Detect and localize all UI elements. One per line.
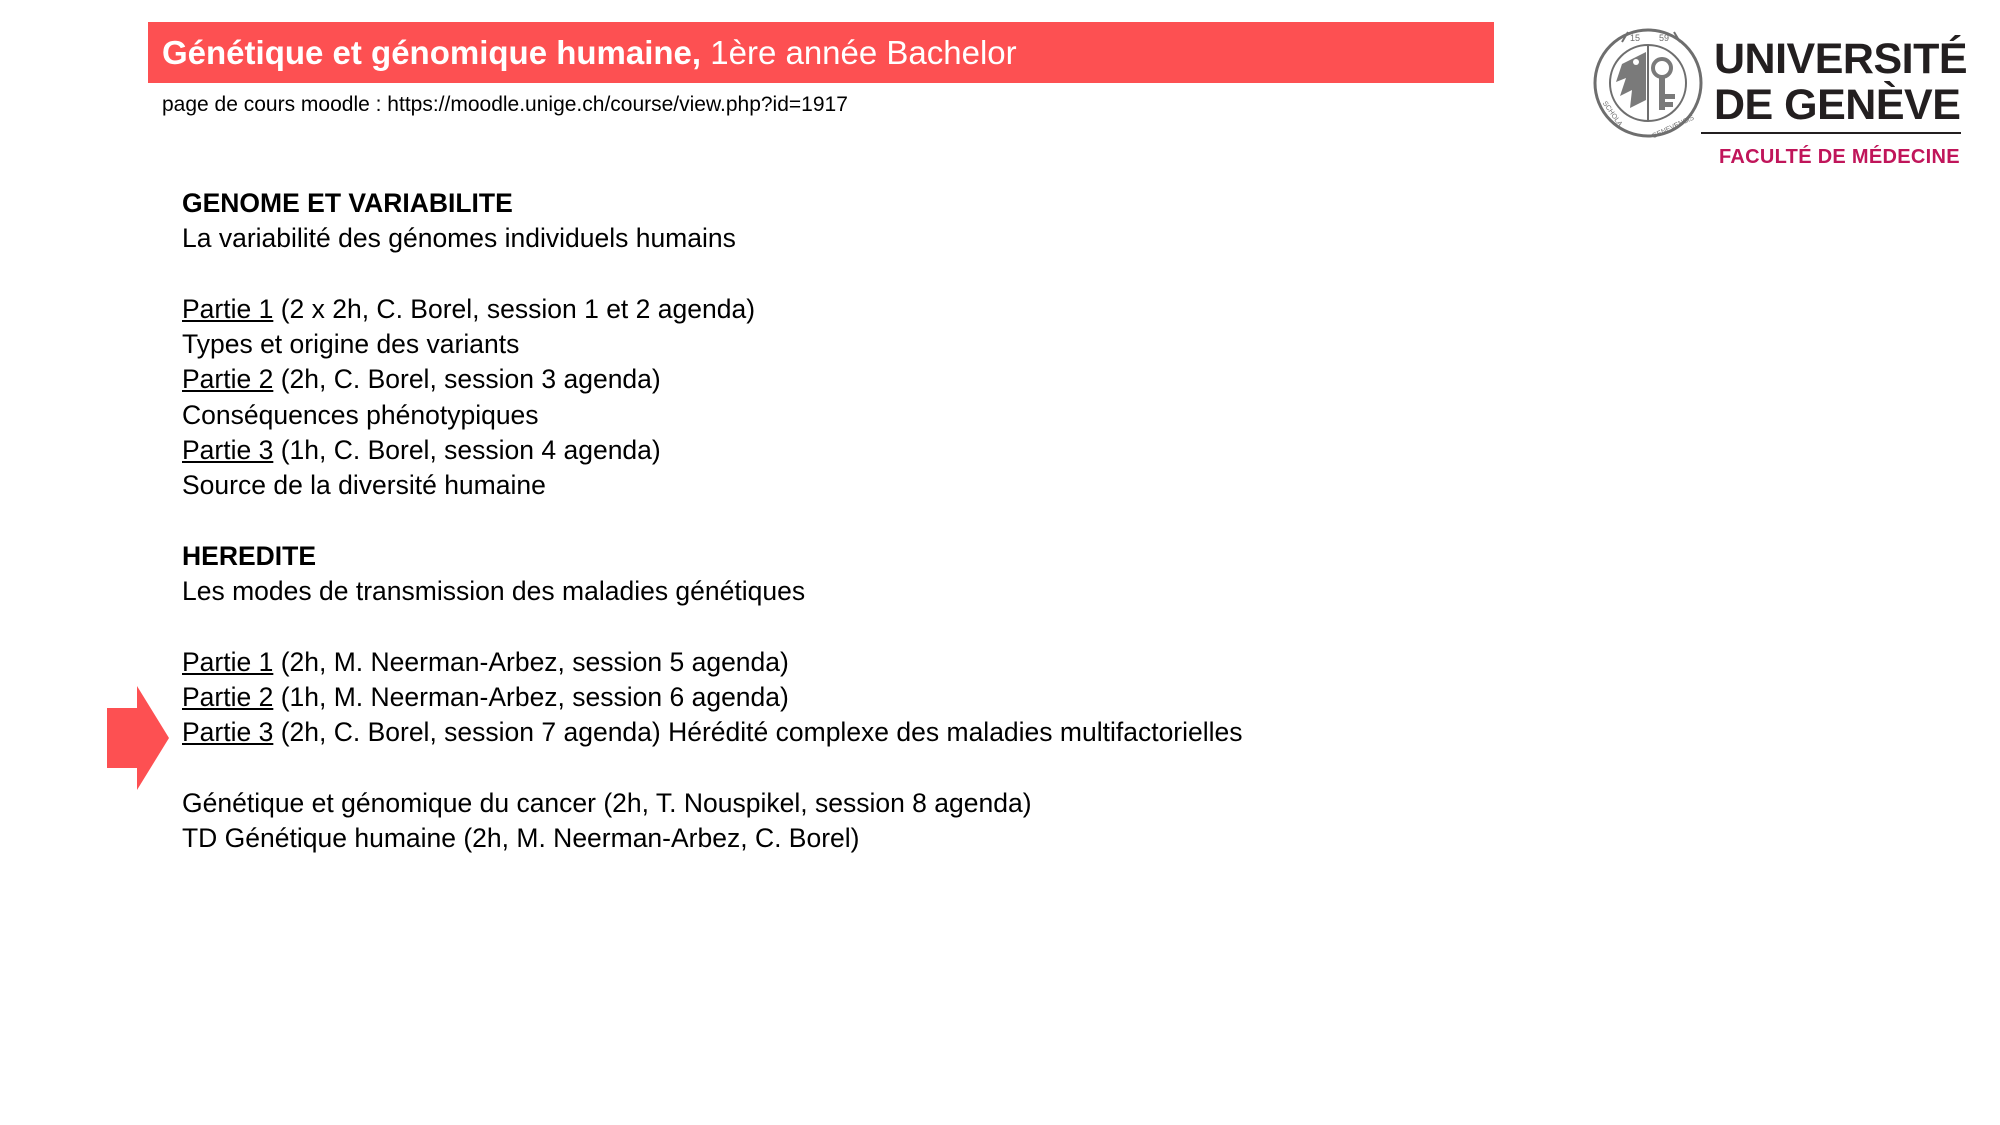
current-item-arrow-icon [107, 686, 169, 790]
part-line [182, 433, 1582, 468]
university-seal-icon [1592, 24, 1704, 142]
part-details: (2h, C. Borel, session 7 agenda) Hérédité complexe des maladies multifactorielles [273, 717, 1243, 748]
part-details: (2 x 2h, C. Borel, session 1 et 2 agenda) [273, 293, 756, 324]
spacer [182, 257, 1582, 292]
university-name-line1: UNIVERSITÉ [1714, 35, 1968, 83]
cancer-course-line: Génétique et génomique du cancer (2h, T. Nouspikel, session 8 agenda) [182, 788, 1032, 819]
part-line-current [182, 715, 1582, 750]
title-bar [148, 22, 1494, 83]
title-subtitle: 1ère année Bachelor [710, 34, 1017, 71]
university-name [1714, 36, 1967, 128]
university-logo [1592, 22, 1968, 177]
seal-text-right: GENEVENSIS [1651, 114, 1696, 141]
seal-year-left: 15 [1630, 33, 1641, 43]
part-label: Partie 2 [182, 682, 274, 713]
part-details: (1h, C. Borel, session 4 agenda) [273, 435, 661, 466]
part-label: Partie 1 [182, 293, 274, 324]
part-label: Partie 1 [182, 646, 274, 677]
spacer [182, 751, 1582, 786]
title-main: Génétique et génomique humaine, [162, 34, 702, 71]
part-label: Partie 3 [182, 717, 274, 748]
section-heading-heredite: HEREDITE [182, 540, 316, 571]
section-heading-genome: GENOME ET VARIABILITE [182, 188, 513, 218]
part-topic: Types et origine des variants [182, 329, 520, 360]
part-topic: Source de la diversité humaine [182, 470, 546, 501]
faculty-name: FACULTÉ DE MÉDECINE [1719, 146, 1960, 168]
part-line [182, 362, 1582, 397]
spacer [182, 610, 1582, 645]
course-outline [182, 186, 1582, 857]
part-details: (2h, C. Borel, session 3 agenda) [273, 364, 661, 395]
seal-text-left: SCHOLA [1600, 100, 1624, 128]
moodle-link-text: page de cours moodle : https://moodle.unige.ch/course/view.php?id=1917 [162, 93, 848, 116]
part-line [182, 292, 1582, 327]
section-subtitle-heredite: Les modes de transmission des maladies génétiques [182, 576, 806, 607]
seal-year-right: 59 [1659, 33, 1670, 43]
part-line [182, 645, 1582, 680]
logo-divider [1701, 132, 1961, 134]
part-line [182, 680, 1582, 715]
section-subtitle-genome: La variabilité des génomes individuels humains [182, 223, 736, 254]
part-label: Partie 2 [182, 364, 274, 395]
part-label: Partie 3 [182, 435, 274, 466]
university-name-line2: DE GENÈVE [1714, 81, 1961, 129]
part-topic: Conséquences phénotypiques [182, 399, 539, 430]
td-course-line: TD Génétique humaine (2h, M. Neerman-Arbez, C. Borel) [182, 823, 860, 854]
part-details: (1h, M. Neerman-Arbez, session 6 agenda) [273, 682, 789, 713]
part-details: (2h, M. Neerman-Arbez, session 5 agenda) [273, 646, 789, 677]
spacer [182, 504, 1582, 539]
